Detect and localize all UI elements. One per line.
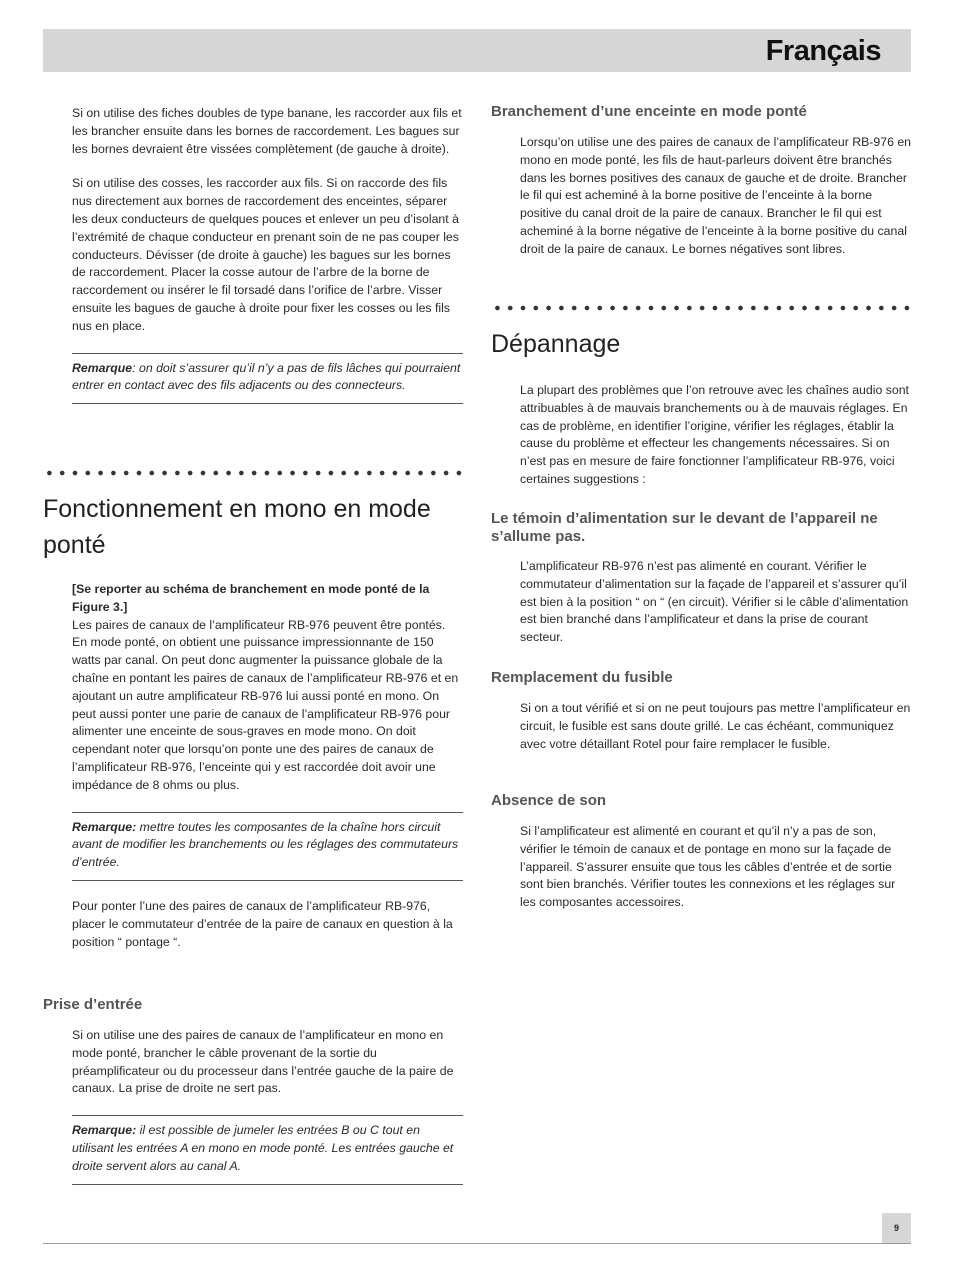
paragraph-spade-lugs: Si on utilise des cosses, les raccorder aux fils. Si on raccorde des fils nus directement aux bornes de raccordement des enceintes, séparer les deux conducteurs de quelques pouces et enlever un peu d’isolant à l’extrémité de chaque conducteur en prenant soin de ne pas couper les conducteurs. Dévisser (de droite à gauche) les bagues sur les bornes de raccordement. Placer la cosse autour de l’arbre de la borne de raccordement ou insérer le fil torsadé dans l’orifice de l’arbre. Visser ensuite les bagues de gauche à droite pour fixer les cosses ou les fils nus en place. [72, 176, 459, 333]
paragraph-input-jack: Si on utilise une des paires de canaux de l’amplificateur en mono en mode ponté, brancher le câble provenant de la sortie du préamplificateur ou du processeur dans l’entrée gauche de la paire de canaux. La prise de droite ne sert pas. [72, 1028, 454, 1096]
note-label: Remarque [72, 360, 133, 375]
right-column-bridged [520, 134, 911, 259]
subheading-power-indicator: Le témoin d’alimentation sur le devant de l’appareil ne s’allume pas. [491, 510, 878, 545]
note-inputs [72, 1115, 463, 1184]
note-power-off [72, 812, 463, 881]
paragraph-bridged-speaker: Lorsqu’on utilise une des paires de canaux de l’amplificateur RB-976 en mono en mode ponté, les fils de haut-parleurs doivent être branchés dans les bornes positives des canaux de gauche et de droite. Brancher le fil qui est acheminé à la borne positive de l’enceinte à la borne positive du canal droit de la paire de canaux. Brancher le fil qui est acheminé à la borne négative de l’enceinte à la borne positive du canal droit de la paire de canaux. Le bornes négatives sont libres. [520, 135, 912, 256]
right-column-fuse [520, 700, 911, 753]
page-number: 9 [882, 1213, 911, 1243]
section-divider-dots [491, 305, 913, 311]
subheading-input-jack: Prise d’entrée [43, 996, 143, 1013]
paragraph-banana-plugs: Si on utilise des fiches doubles de type banane, les raccorder aux fils et les brancher ensuite dans les bornes de raccordement. Les bagues sur les bornes devraient être vissées complètement (de gauche à droite). [72, 106, 462, 156]
left-column-mono [72, 581, 463, 951]
page-title: Français [765, 35, 881, 67]
note-label: Remarque: [72, 1123, 137, 1138]
paragraph-power-indicator: L’amplificateur RB-976 n’est pas alimenté en courant. Vérifier le commutateur d’alimentation sur la façade de l’appareil et s’assurer qu’il est bien à la position “ on “ (en circuit). Vérifier si le câble d’alimentation est bien branché dans l’amplificateur et dans la prise de courant secteur. [520, 559, 909, 645]
footer-rule [43, 1243, 911, 1244]
figure-reference: [Se reporter au schéma de branchement en mode ponté de la Figure 3.] [72, 582, 430, 614]
note-text: il est possible de jumeler les entrées B ou C tout en utilisant les entrées A en mono en mode ponté. Les entrées gauche et droite servent alors au canal A. [72, 1123, 454, 1173]
note-loose-wires [72, 353, 463, 405]
paragraph-no-sound: Si l’amplificateur est alimenté en courant et qu’il n’y a pas de son, vérifier le témoin de canaux et de pontage en mono sur la façade de l’appareil. S’assurer ensuite que tous les câbles d’entrée et de sortie sont bien branchés. Vérifier toutes les connexions et les réglages sur les composantes accessoires. [520, 824, 896, 910]
note-label: Remarque: [72, 819, 137, 834]
right-column-power [520, 558, 911, 647]
language-header-bar [43, 29, 911, 72]
left-column-input [72, 1027, 463, 1185]
note-text: mettre toutes les composantes de la chaîne hors circuit avant de modifier les branchements ou les réglages des commutateurs d’entrée. [72, 819, 459, 870]
paragraph-bridged-mode: Les paires de canaux de l’amplificateur RB-976 peuvent être pontés. En mode ponté, on obtient une puissance impressionnante de 150 watts par canal. On peut donc augmenter la puissance globale de la chaîne en pontant les paires de canaux de l’amplificateur RB-976 et en ajoutant un autre amplificateur RB-976 lui aussi ponté en mono. On peut aussi ponter une parie de canaux de l’amplificateur RB-976 pour alimenter une enceinte de sous-graves en mode mono. On doit cependant noter que lorsqu’on ponte une des paires de canaux de l’amplificateur RB-976, l’enceinte qui y est raccordée doit avoir une impédance de 8 ohms ou plus. [72, 617, 459, 792]
right-column-no-sound [520, 823, 913, 912]
subheading-fuse: Remplacement du fusible [491, 669, 673, 686]
left-column [72, 105, 463, 404]
paragraph-fuse: Si on a tout vérifié et si on ne peut toujours pas mettre l’amplificateur en circuit, le fusible est sans doute grillé. Le cas échéant, communiquez avec votre détaillant Rotel pour faire remplacer le fusible. [520, 701, 911, 751]
section-divider-dots [43, 470, 465, 476]
right-column-troubleshooting [520, 382, 913, 489]
subheading-bridged-speaker: Branchement d’une enceinte en mode ponté [491, 103, 807, 120]
note-text: : on doit s’assurer qu’il n’y a pas de fils lâches qui pourraient entrer en contact avec des fils adjacents ou des connecteurs. [72, 360, 461, 393]
paragraph-troubleshooting: La plupart des problèmes que l’on retrouve avec les chaînes audio sont attribuables à de mauvais branchements ou à de mauvais réglages. En cas de problème, en identifier l’origine, vérifier les réglages, établir la cause du problème et effecteur les changements nécessaires. Si on n’est pas en mesure de faire fonctionner l’amplificateur RB-976, voici certaines suggestions : [520, 383, 909, 486]
paragraph-bridge-switch: Pour ponter l’une des paires de canaux de l’amplificateur RB-976, placer le commutateur d’entrée de la paire de canaux en question à la position “ pontage “. [72, 898, 453, 949]
section-heading-troubleshooting: Dépannage [491, 330, 621, 358]
section-heading-mono: Fonctionnement en mono en mode ponté [43, 495, 431, 559]
subheading-no-sound: Absence de son [491, 792, 607, 809]
